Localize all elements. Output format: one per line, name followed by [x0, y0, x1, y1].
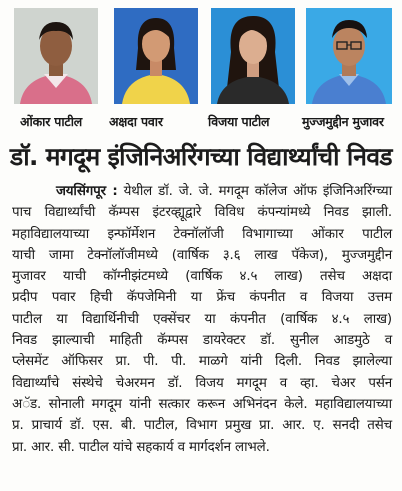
- portrait-image: [211, 8, 295, 104]
- caption-row: [6, 113, 398, 135]
- article-line: अॅड. सोनाली मगदूम यांनी सत्कार करून अभिनंदन केले. महाविद्यालयाच्या: [12, 396, 392, 412]
- article-line: मुजावर याची कॉग्नीझंटमध्ये (वार्षिक ४.५ लाख) तसेच अक्षदा: [12, 269, 392, 285]
- caption-akshada-pawar: अक्षदा पवार: [109, 114, 163, 129]
- dateline: जयसिंगपूर :: [56, 184, 118, 199]
- article-body: [12, 181, 392, 458]
- caption-mujjamuddin-mujawar: मुज्जमुद्दीन मुजावर: [302, 114, 384, 129]
- portrait-image: [114, 8, 198, 104]
- article-line: पाच विद्यार्थ्यांची कॅम्पस इंटरव्ह्यूद्वारे विविध कंपन्यांमध्ये निवड झाली.: [12, 205, 392, 221]
- photo-akshada-pawar: [114, 8, 198, 104]
- article-line: प्रदीप पवार हिची कॅपजेमिनी या फ्रेंच कंपनीत व विजया उत्तम: [12, 290, 392, 306]
- headline: डॉ. मगदूम इंजिनिअरिंगच्या विद्यार्थ्यांची निवड: [10, 142, 392, 171]
- photo-row: [14, 8, 392, 112]
- article-line: महाविद्यालयाच्या इन्फॉर्मेशन टेक्नॉलॉजी विभागाच्या ओंकार पाटील: [12, 226, 392, 242]
- article-line: प्र. प्राचार्य डॉ. एस. बी. पाटील, विभाग प्रमुख प्रा. आर. ए. सनदी तसेच: [12, 418, 392, 434]
- caption-omkar-patil: ओंकार पाटील: [20, 114, 83, 129]
- portrait-image: [306, 8, 392, 104]
- caption-vijaya-patil: विजया पाटील: [208, 114, 270, 129]
- photo-vijaya-patil: [211, 8, 295, 104]
- article-line: जयसिंगपूर : येथील डॉ. जे. जे. मगदूम कॉलेज ऑफ इंजिनिअरिंग्च्या: [56, 184, 392, 199]
- article-line: पाटील या विद्यार्थिनीची एक्सेंचर या कंपनीत (वार्षिक ४.५ लाख): [12, 311, 392, 327]
- article-line: प्लेसमेंट ऑफिसर प्रा. पी. पी. माळगे यांनी दिली. निवड झालेल्या: [12, 354, 392, 370]
- photo-mujjamuddin-mujawar: [306, 8, 392, 104]
- article-line: विद्यार्थ्यांचे संस्थेचे चेअरमन डॉ. विजय मगदूम व व्हा. चेअर पर्सन: [12, 375, 392, 391]
- portrait-image: [14, 8, 98, 104]
- article-line: याची जामा टेक्नॉलॉजीमध्ये (वार्षिक ३.६ लाख पॅकेज), मुज्जमुद्दीन: [12, 247, 392, 263]
- photo-omkar-patil: [14, 8, 98, 104]
- article-line: निवड झाल्याची माहिती कॅम्पस डायरेक्टर डॉ. सुनील आडमुठे व: [12, 333, 392, 349]
- article-line: प्रा. आर. सी. पाटील यांचे सहकार्य व मार्गदर्शन लाभले.: [12, 439, 270, 455]
